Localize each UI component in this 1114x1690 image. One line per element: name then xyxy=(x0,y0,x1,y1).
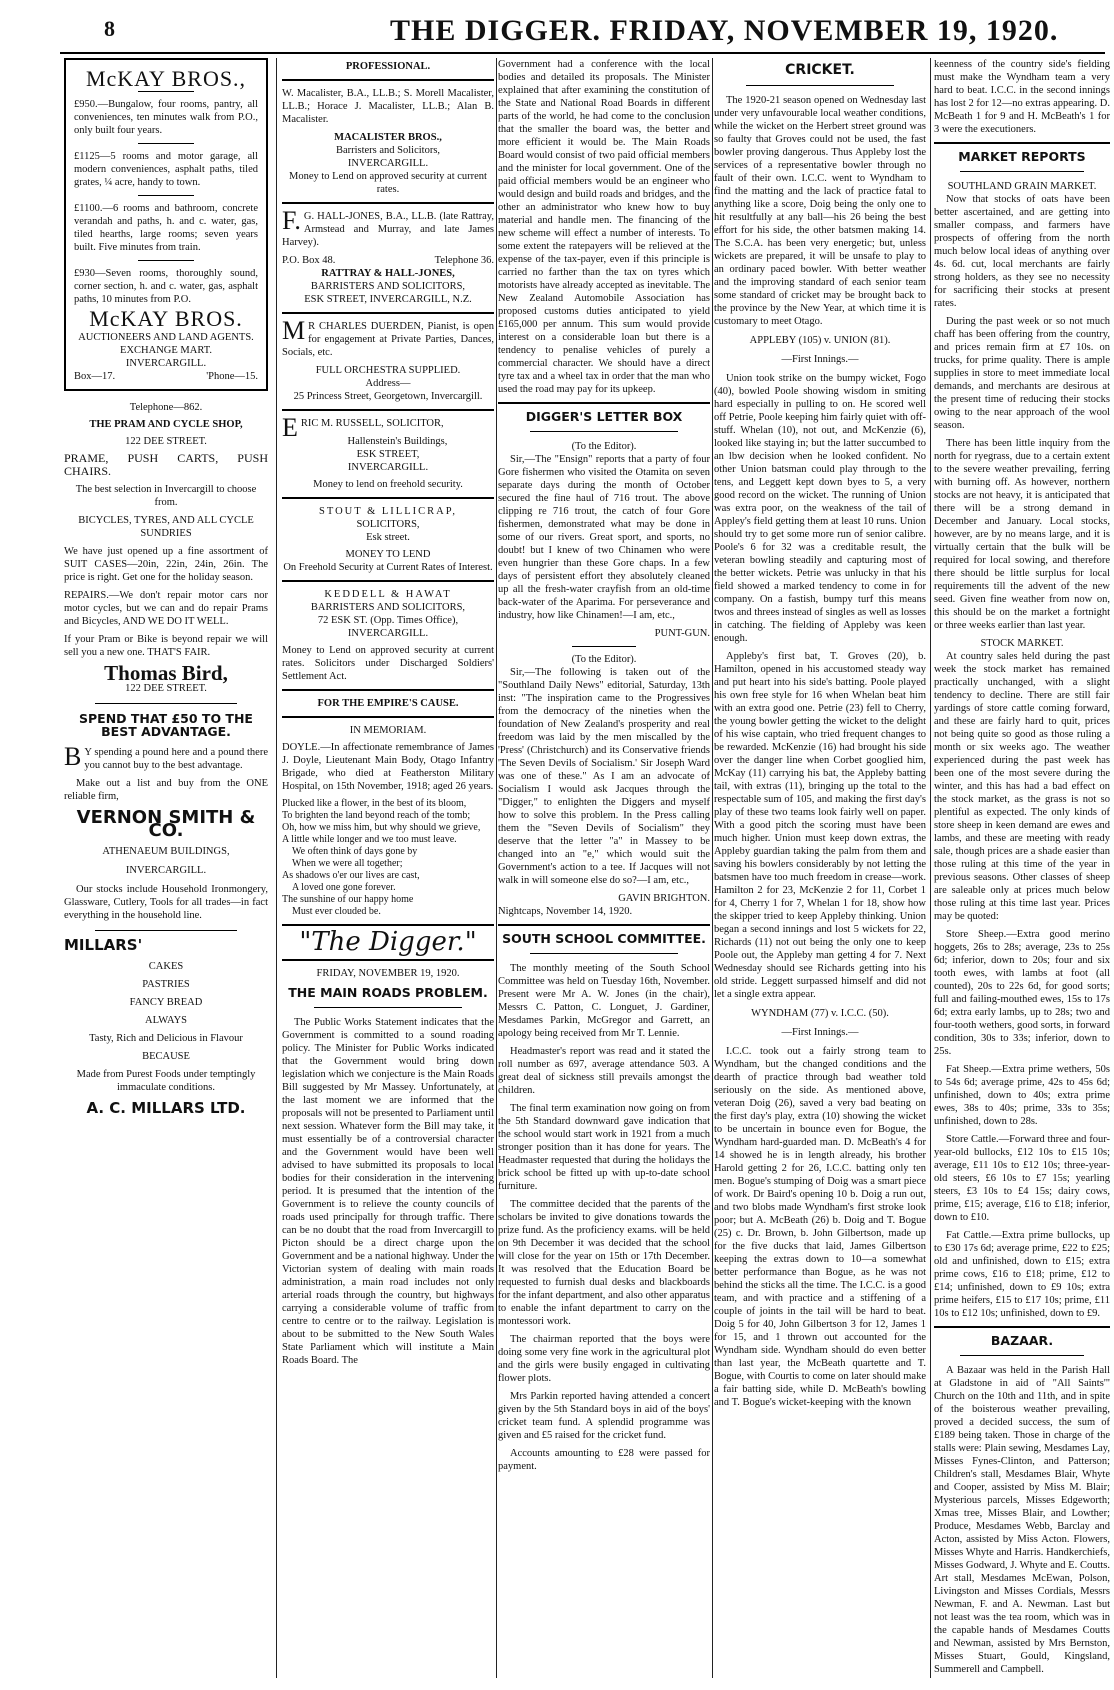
vernon-town: INVERCARGILL. xyxy=(125,865,207,876)
macalister-money: Money to Lend on approved security at current rates. xyxy=(289,171,487,195)
cricket-heading: CRICKET. xyxy=(785,62,855,78)
pram-address-2: 122 DEE STREET. xyxy=(125,683,207,694)
school-text: Mrs Parkin reported having attended a concert given by the 5th Standard boys in aid of the boys' cricket team fund. A splendid programme was given and £5 raised for the cricket fund. xyxy=(498,1391,710,1441)
millars-firm: A. C. MILLARS LTD. xyxy=(86,1099,246,1117)
millars-made: Made from Purest Foods under temptingly immaculate conditions. xyxy=(76,1069,256,1093)
letter-signature: PUNT-GUN. xyxy=(654,628,710,639)
mckay-box: Box—17. xyxy=(74,371,116,382)
professional-heading: PROFESSIONAL. xyxy=(345,61,431,72)
keddell-trade: BARRISTERS AND SOLICITORS, xyxy=(310,602,466,613)
pram-advert xyxy=(64,401,268,695)
stock-text: Fat Cattle.—Extra prime bullocks, up to £30 17s 6d; average prime, £22 to £25; old and unfinished, down to £15; extra prime cows, £16 to £18; prime, £12 to £14; unfinished, down to £9 10s; extra prime heifers, £15 to £17 10s; prime, £11 10s to £12 10s; unfinished, down to £9. xyxy=(934,1230,1110,1319)
stock-text: At country sales held during the past week the stock market has remained practically unchanged, with a slight tendency to decline. There are still fair yardings of store cattle coming forward, and these are fairly hard to quit, prices not being quite so good as those ruling a month or six weeks ago. The weather experienced during the past week has been one of the most severe during the winter, and this has had a bad effect on the stock market, as the grass is not so plentiful as expected. The only kinds of store sheep in keen demand are ewes and lambs, and these are meeting with ready sale, though prices are a shade easier than those ruling at this time of the year in previous seasons. Other classes of sheep are saleable only at prices much below those ruling at this time last year. Prices may be quoted: xyxy=(934,651,1110,922)
school-text: The chairman reported that the boys were doing some very fine work in the agricultural plot and the girls were busily engaged in cultivating flower plots. xyxy=(498,1334,710,1384)
macalister-names: W. Macalister, B.A., LL.B.; S. Morell Macalister, LL.B.; Horace J. Macalister, LL.B.; Alan B. Macalister. xyxy=(282,88,494,125)
school-text: Accounts amounting to £28 were passed for payment. xyxy=(498,1448,710,1472)
memoriam-poem: Plucked like a flower, in the best of its bloom, To brighten the land beyond reach of the tomb; Oh, how we miss him, but why should we grieve, A little while longer and we too must leave. We often think of days gone by When we were all together; As shadows o'er our lives are cast, A loved one gone forever. The sunshine of our happy home Must ever clouded be. xyxy=(282,798,481,917)
column-5 xyxy=(934,58,1110,1678)
keddell-firm: KEDDELL & HAWAT xyxy=(324,589,452,600)
stock-text: Store Sheep.—Extra good merino hoggets, 26s to 28s; average, 23s to 25s 6d; inferior, down to 20s; four and six tooth ewes, with lambs at foot (all counted), 20s to 22s 6d, for good sorts; full and failing-mouthed ewes, 15s to 17s 6d; extra early lambs, up to 28s; two and four-tooth wethers, good sorts, in forward condition, 30s to 33s; inferior, down to 25s. xyxy=(934,929,1110,1057)
editorial-text-continued: Government had a conference with the local bodies and detailed its proposals. The Minister explained that after examining the constitution of the State and National Road Boards in different parts of the world, he had come to the conclusion that the smaller the board was, the better and more efficient it would be. The Main Roads Board would consist of two paid official members and the minister for local government. One of the paid official members would be an engineer who would design and build roads and bridges, and the other an administrator who knew how to buy material and handle men. The financing of the new scheme will effect a number of interests. To some extent the ratepayers will be relieved at the expense of the tax-payer, even if this principle is carried no farther than the tax on tyres which motorists have already accepted as inevitable. The New Zealand Automobile Association has proposed customs duties anticipated to yield £165,000 per annum. This sum would provide interest on a considerable loan but there is a tendency to penalise vehicles of purely a commercial character. We should have a direct tyre tax and a wheel tax in order that the man who used the road may pay for its upkeep. xyxy=(498,59,710,395)
cricket-text: Appleby's first bat, T. Groves (20), b. Hamilton, opened in his accustomed steady way and put heart into his side's batting. Poole played his own free style for 16 when Whelan beat him with an extra good one. Petrie (23) fell to Cherry, the young bowler getting the wicket to the delight of his wise captain, who tried frequent changes to be rewarded. McKenzie (16) had brought his side over the danger line when Corbet googlied him, McKay (11) carrying his bat, the Appleby batting tail, with extras (11), bringing up the total to the respectable sum of 105, and making the first day's play of these two teams look fairly well on paper. With a good pitch the scoring must have been much higher. Union must keep down extras, the Appleby guardian taking the palm from them and saving his bowlers considerably by not letting the batsmen have too much freedom in crease—work. Hamilton 2 for 23, McKenzie 2 for 11, Corbet 1 for 4, Cherry 1 for 7, Whelan 1 for 18, show how the skipper tried to keep Appleby thinking. Union began a second innings and lost 5 wickets for 22, Richards (11) not out being the only one to keep Poole out, the Appleby man getting 4 for 7. Next Wednesday should see Richards getting into his old stride. Leggett surpassed himself and did not let a single extra appear. xyxy=(714,651,926,1000)
duerden-address: 25 Princess Street, Georgetown, Invercargill. xyxy=(293,391,483,402)
vernon-building: ATHENAEUM BUILDINGS, xyxy=(102,846,230,857)
stout-trade: SOLICITORS, xyxy=(356,519,420,530)
letter-text: Sir,—The "Ensign" reports that a party of four Gore fishermen who visited the Otamita on seven separate days during the month of October secured the fine haul of 716 trout. The above clipping re 716 trout, the catch of four Gore fishermen, demonstrated what may be done in some of our rivers. Great sport, and sports, no doubt! but I knew of two Chinamen who were even hungrier than these Gore chaps. In a few days of persistent effort they absolutely cleaned up all the fresh-water crayfish from an old-time back-water of the Aparima. For perseverance and industry, how like Chinamen!—I am, etc., xyxy=(498,454,710,621)
market-heading: MARKET REPORTS xyxy=(958,149,1086,164)
millars-item: PASTRIES xyxy=(142,979,190,990)
millars-always: ALWAYS xyxy=(144,1015,187,1026)
mckay-town: INVERCARGILL. xyxy=(125,358,207,369)
grain-text: There has been little inquiry from the north for ryegrass, due to a certain extent to the severe weather prevailing, ferring with burning off. As however, northern stocks are not heavy, it is anticipated that there will be a strong demand in December and January. Local stocks, however, are by no means large, and it is virtually certain that the bulk will be required for local sowing, and therefore there should be little surplus for local requirements till the advent of the new seed. Given fine weather from now on, this should be on the market a fortnight or three weeks earlier than last year. xyxy=(934,438,1110,631)
grain-heading: SOUTHLAND GRAIN MARKET. xyxy=(947,181,1097,192)
column-3 xyxy=(498,58,710,1678)
editorial-heading: THE MAIN ROADS PROBLEM. xyxy=(288,985,488,1000)
grain-text: During the past week or so not much chaff has been offering from the country, and prices remain firm at £7 10s. on trucks, for prime quality. There is ample supplies in store to meet immediate local demands, and merchants are desirous at the present time of reducing their stocks owing to the near approach of the wool season. xyxy=(934,316,1110,431)
pram-line: REPAIRS.—We don't repair motor cars nor motor cycles, but we can and do repair Prams and Bicycles, AND WE DO IT WELL. xyxy=(64,590,268,627)
keddell-address: 72 ESK ST. (Opp. Times Office), INVERCARGILL. xyxy=(317,615,459,639)
letter-date: Nightcaps, November 14, 1920. xyxy=(498,906,633,917)
school-text: The monthly meeting of the South School Committee was held on Tuesday 16th, November. Present were Mr A. W. Jones (in the chair), Messrs C. Patton, C. Longuet, J. Gardiner, Mesdames Parkin, McGregor and Garrett, an apology being received from Mr T. Lennie. xyxy=(498,963,710,1039)
mckay-listing: £1125—5 rooms and motor garage, all modern conveniences, asphalt paths, tiled grates, ¼ acre, handy to town. xyxy=(74,151,258,188)
bazaar-heading: BAZAAR. xyxy=(990,1333,1054,1348)
macalister-firm: MACALISTER BROS., xyxy=(334,132,442,143)
spend-heading: SPEND THAT £50 TO THE BEST ADVANTAGE. xyxy=(79,711,253,739)
stock-text: Store Cattle.—Forward three and four-year-old bullocks, £12 10s to £15 10s; average, £11 10s to £12 10s; three-year-old steers, £6 10s to £7 15s; yearling steers, £3 10s to £4 15s; dairy cows, prime, £15; average, £16 to £18; inferior, down to £10. xyxy=(934,1134,1110,1223)
pram-address: 122 DEE STREET. xyxy=(125,436,207,447)
school-text: The committee decided that the parents of the scholars be invited to give donations towards the prize fund. As the proficiency exams. will be held on 9th December it was decided that the school will close for the year on 15th or 17th December. It was resolved that the Education Board be requested to furnish dual desks and blackboards for the infant department, and also other apparatus to enable the infant department to carry on the montessori work. xyxy=(498,1199,710,1327)
mckay-listing: £950.—Bungalow, four rooms, pantry, all conveniences, ten minutes walk from P.O., only built four years. xyxy=(74,99,258,136)
stout-money: MONEY TO LEND xyxy=(345,549,431,560)
mckay-trade: AUCTIONEERS AND LAND AGENTS. xyxy=(78,332,254,343)
masthead-rule xyxy=(60,52,1105,54)
memoriam-heading: IN MEMORIAM. xyxy=(349,725,427,736)
stock-heading: STOCK MARKET. xyxy=(980,638,1064,649)
empire-heading: FOR THE EMPIRE'S CAUSE. xyxy=(317,698,459,709)
duerden-address-label: Address— xyxy=(365,378,411,389)
letters-heading: DIGGER'S LETTER BOX xyxy=(525,409,683,424)
cricket-text: The 1920-21 season opened on Wednesday last under very unfavourable local weather conditions, while the wicket on the Herbert street ground was so faulty that Groves could not be used, the fast bowler proving dangerous. Thus Appleby lost the services of a representative bowler through no fault of their own. I.C.C. went to Wyndham to find the matting and the lack of practice fatal to anything like a score, Doig being the only one to hit resultfully at any ball—his 26 being the best effort for his side, the other batsmen making 14. The S.C.A. has been very energetic; but, unless wickets are prepared, it will be unsafe to play to an ordinary paced bowler. With better weather and the improving standard of each senior team some standard of cricket may be brought back to the province by the New Year, at which time it is customary to meet Otago. xyxy=(714,95,926,327)
keddell-money: Money to Lend on approved security at current rates. Solicitors under Discharged Soldiers' Settlement Act. xyxy=(282,645,494,682)
russell-street: ESK STREET, xyxy=(356,449,420,460)
to-editor: (To the Editor). xyxy=(571,441,637,452)
spend-text: Make out a list and buy from the ONE reliable firm, xyxy=(64,778,268,802)
russell-money: Money to lend on freehold security. xyxy=(313,479,463,490)
millars-advert xyxy=(64,936,268,1117)
russell-town: INVERCARGILL. xyxy=(347,462,429,473)
stout-rates: On Freehold Security at Current Rates of Interest. xyxy=(283,562,493,573)
vernon-advert xyxy=(64,712,268,922)
cricket-match: WYNDHAM (77) v. I.C.C. (50). xyxy=(751,1008,889,1019)
halljones-box: P.O. Box 48. xyxy=(282,255,336,266)
column-1 xyxy=(64,58,268,1678)
school-text: The final term examination now going on from the 5th Standard downward gave indication that the school would start work in 1921 from a much stronger position than it has done for years. The Headmaster requested that during the holidays the brick school be fitted up with up-to-date school furniture. xyxy=(498,1103,710,1192)
millars-title: MILLARS' xyxy=(64,936,143,954)
macalister-town: INVERCARGILL. xyxy=(347,158,429,169)
pram-line: BICYCLES, TYRES, AND ALL CYCLE SUNDRIES xyxy=(78,515,254,539)
school-heading: SOUTH SCHOOL COMMITTEE. xyxy=(502,931,706,946)
halljones-names: F.G. HALL-JONES, B.A., LL.B. (late Rattray, Armstead and Murray, and late James Harvey). xyxy=(282,206,494,248)
editorial-date: FRIDAY, NOVEMBER 19, 1920. xyxy=(316,968,460,979)
to-editor: (To the Editor). xyxy=(571,654,637,665)
stout-street: Esk street. xyxy=(366,532,410,543)
mckay-listing: £1100.—6 rooms and bathroom, concrete verandah and paths, h. and c. water, gas, tiled hearths, large rooms; seven years built. Five minutes from train. xyxy=(74,203,258,253)
duerden-text: MR CHARLES DUERDEN, Pianist, is open for engagement at Private Parties, Dances, Socials, etc. xyxy=(282,316,494,358)
grain-text: Now that stocks of oats have been better ascertained, and are getting into smaller compass, and farmers have prospects of offering from the north much below local ideas of anything over 4s. 6d. cut, local merchants are fairly strong holders, as they see no necessity for sacrificing their stocks at present rates. xyxy=(934,194,1110,309)
memoriam-notice: DOYLE.—In affectionate remembrance of James J. Doyle, Lieutenant Main Body, Otago Infantry Brigade, who died at Featherston Military Hospital, on 15th November, 1918; aged 26 years. xyxy=(282,742,494,792)
editorial-text: The Public Works Statement indicates that the Government is committed to a sound roading policy. The Minister for Public Works indicated that the Government would bring down legislation which we conjecture is the Main Roads Bill suggested by Mr Massey. Unfortunately, at the last moment we are informed that the proposals will not be presented to Parliament until next session. Whatever form the Bill may take, it must essentially be of a controversial character and the Government would have been well advised to have submitted its proposals to local bodies for their consideration in the intervening period. It is presumed that the intention of the Government is to relieve the county councils of roads used principally for through traffic. There can be no doubt that the road from Invercargill to Picton should be a direct charge upon the Government and be a national highway. Under the Victorian system of dealing with main roads administration, a main road includes not only arterial roads through the country, but highways carrying a considerable volume of traffic from centre to centre or to the railway. Legislation is about to be submitted to the New South Wales State Parliament which will institute a Main Roads Board. The xyxy=(282,1017,494,1366)
macalister-trade: Barristers and Solicitors, xyxy=(335,145,441,156)
halljones-address: ESK STREET, INVERCARGILL, N.Z. xyxy=(304,294,472,305)
cricket-text: Union took strike on the bumpy wicket, Fogo (40), bowled Poole showing wisdom in smiting hard especially in pulling to on. He scored well off Petrie, Poole keeping him fairly quiet with off-stuff. Whelan (10), not out, and McKenzie (6), looked like staying in; but the latter succumbed to an lbw decision when he looked confident. No other Union batsman could play through to the tens, and Leggett kept down byes to 5, a very good record on the wicket. The running of Union was extra poor, on the weakness of the tail of Appley's field getting them at least 10 runs. Union should try to get some more run of senior calibre. Poole's 6 for 32 was a creditable result, the veteran bowling steadily and capturing most of the better wickets. Petrie was unlucky in that his field showed a marked tendency to come in for company. On a fastish, bumpy turf this means twos and threes instead of singles as well as losses in catching. The fielding of Appleby was keen enough. xyxy=(714,373,926,644)
pram-line: PRAME, PUSH CARTS, PUSH CHAIRS. xyxy=(64,451,268,478)
school-text: Headmaster's report was read and it stated the roll number as 697, average attendance 503. A great deal of sickness still prevails amongst the children. xyxy=(498,1046,710,1096)
pram-line: We have just opened up a fine assortment of SUIT CASES—20in, 22in, 24in, 26in. The price is right. Get one for the holiday season. xyxy=(64,546,268,583)
millars-tagline: Tasty, Rich and Delicious in Flavour xyxy=(89,1033,243,1044)
halljones-trade: BARRISTERS AND SOLICITORS, xyxy=(310,281,466,292)
mckay-name: McKAY BROS., xyxy=(85,66,247,91)
stock-text: Fat Sheep.—Extra prime wethers, 50s to 54s 6d; average prime, 42s to 45s 6d; unfinished, down to 40s; extra prime ewes, 38s to 40s; prime, 33s to 35s; unfinished, down to 28s. xyxy=(934,1064,1110,1127)
page-number: 8 xyxy=(104,16,115,41)
column-divider xyxy=(496,58,497,1678)
millars-because: BECAUSE xyxy=(142,1051,190,1062)
mckay-listing: £930—Seven rooms, thoroughly sound, corner section, h. and c. water, gas, asphalt paths, 10 minutes from P.O. xyxy=(74,268,258,305)
column-divider xyxy=(930,58,931,1678)
pram-title: THE PRAM AND CYCLE SHOP, xyxy=(89,419,243,430)
halljones-telephone: Telephone 36. xyxy=(434,255,494,266)
column-2 xyxy=(282,58,494,1678)
mckay-advert xyxy=(64,58,268,391)
column-4 xyxy=(714,58,926,1678)
letter-signature: GAVIN BRIGHTON. xyxy=(618,893,710,904)
millars-item: CAKES xyxy=(148,961,184,972)
russell-name: ERIC M. RUSSELL, SOLICITOR, xyxy=(282,413,444,442)
halljones-firm: RATTRAY & HALL-JONES, xyxy=(321,268,455,279)
stout-firm: STOUT & LILLICRAP, xyxy=(319,506,457,517)
cricket-text-continued: keenness of the country side's fielding must make the Wyndham team a very hard to beat. I.C.C. in the second innings has lost 2 for 12—no extras appearing. D. McBeath 1 for 9 and H. McBeath's 1 for 3 were the executioners. xyxy=(934,59,1110,135)
column-divider xyxy=(712,58,713,1678)
cricket-text: I.C.C. took out a fairly strong team to Wyndham, but the changed conditions and the dearth of practice through bad weather told seriously on the side. As mentioned above, veteran Doig (26), saved a very bad beating on the first day's play, extra (10) showing the wicket to be uncertain in bounce even for Bogue, the Wyndham hard-guarded man. D. McBeath's 4 for 14 showed he is in length already, his brother Harold getting 2 for 26, I.C.C. batting only ten men. Bogue's stumping of Doig was a smart piece of work. Dr Baird's opening 10 b. Doig a run out, and two blobs made Wyndham's first stroke look poor; but A. McBeath (26) b. Doig and T. Bogue (25) c. Dr. Brown, b. John Gilbertson, made up for the five ducks that laid, James Gilbertson keeping the extras down to 10—a somewhat better performance than Bogue, as he was not behind the sticks all the time. The I.C.C. is a good team, and with practice and a stiffening of a couple of joints in the tail will be hard to beat. Doig 5 for 40, John Gilbertson 3 for 12, James 1 for 15, and 1 thrown out accounted for the Wyndham side. Wyndham should do even better than last year, the McBeath quartette and T. Bogue, with Courtis to come on later should make a fair batting side, while D. McBeath's bowling and T. Bogue's wicket-keeping with the known xyxy=(714,1046,926,1408)
spend-text: BY spending a pound here and a pound there you cannot buy to the best advantage. xyxy=(64,742,268,771)
pram-line: If your Pram or Bike is beyond repair we will sell you a new one. THAT'S FAIR. xyxy=(64,634,268,658)
mckay-phone: 'Phone—15. xyxy=(206,371,258,382)
mckay-name-2: McKAY BROS. xyxy=(89,306,243,331)
digger-logo: "The Digger." xyxy=(299,927,477,957)
pram-line: The best selection in Invercargill to choose from. xyxy=(75,484,257,508)
cricket-innings: —First Innings.— xyxy=(781,1027,859,1038)
pram-proprietor: Thomas Bird, xyxy=(104,661,228,685)
vernon-text: Our stocks include Household Ironmongery, Glassware, Cutlery, Tools for all trades—in fact everything in the household line. xyxy=(64,884,268,921)
russell-building: Hallenstein's Buildings, xyxy=(347,436,448,447)
bazaar-text: A Bazaar was held in the Parish Hall at Gladstone in aid of "All Saints'" Church on the 10th and 11th, and in spite of the boisterous weather prevailing, proved a decided success, the sum of £189 being taken. Those in charge of the stalls were: Plain sewing, Mesdames Lay, Misses Fynes-Clinton, and Patterson; Children's stall, Mesdames Blair, Whyte and Cooper, assisted by Miss M. Blair; Mysterious parcels, Misses Edgeworth; Xmas tree, Misses Blair, and Lowther; Produce, Mesdames Webb, Barclay and Acton, assisted by Miss Acton. Flowers, Misses Whyte and Harris. Handkerchiefs, Misses Godward, J. Whyte and E. Coutts. Art stall, Mesdames McEwan, Polson, Livingston and Misses Cordials, Messrs Newman, F. and A. Newman. Last but not least was the tea room, which was in the capable hands of Mesdames Coutts and Newman, assisted by Mrs Bernston, Misses Stuart, Gould, Kingsland, Summerell and Campbell. xyxy=(934,1365,1110,1675)
mckay-mart: EXCHANGE MART. xyxy=(120,345,212,356)
pram-telephone: Telephone—862. xyxy=(129,402,203,413)
cricket-innings: —First Innings.— xyxy=(781,354,859,365)
cricket-match: APPLEBY (105) v. UNION (81). xyxy=(749,335,891,346)
masthead xyxy=(60,14,1100,48)
duerden-orchestra: FULL ORCHESTRA SUPPLIED. xyxy=(315,365,461,376)
vernon-firm: VERNON SMITH & CO. xyxy=(76,807,256,841)
millars-item: FANCY BREAD xyxy=(129,997,203,1008)
letter-text: Sir,—The following is taken out of the "Southland Daily News" editorial, Saturday, 13th inst: "The inspiration came to the Progressives from the democracy of the nineties when the foundation of New Zealand's prosperity and real freedom was laid by the men miscalled by the 'Press' (Christchurch) and its Conservative friends 'The Seven Devils of Socialism.' Sir Joseph Ward was one of these." As I am an advocate of Socialism I would ask Jacques through the "Digger," to enlighten the Diggers and myself how to solve this problem. In the Press calling them the "Seven Devils of Socialism" they deserve that the letter "a" in Massey to be changed into an "e," which would suit the Government's action to a tee. If Jacques will not walk in will someone else do so?—I am, etc., xyxy=(498,667,710,886)
masthead-title: THE DIGGER. FRIDAY, NOVEMBER 19, 1920. xyxy=(390,14,1059,47)
column-divider xyxy=(276,58,277,1678)
